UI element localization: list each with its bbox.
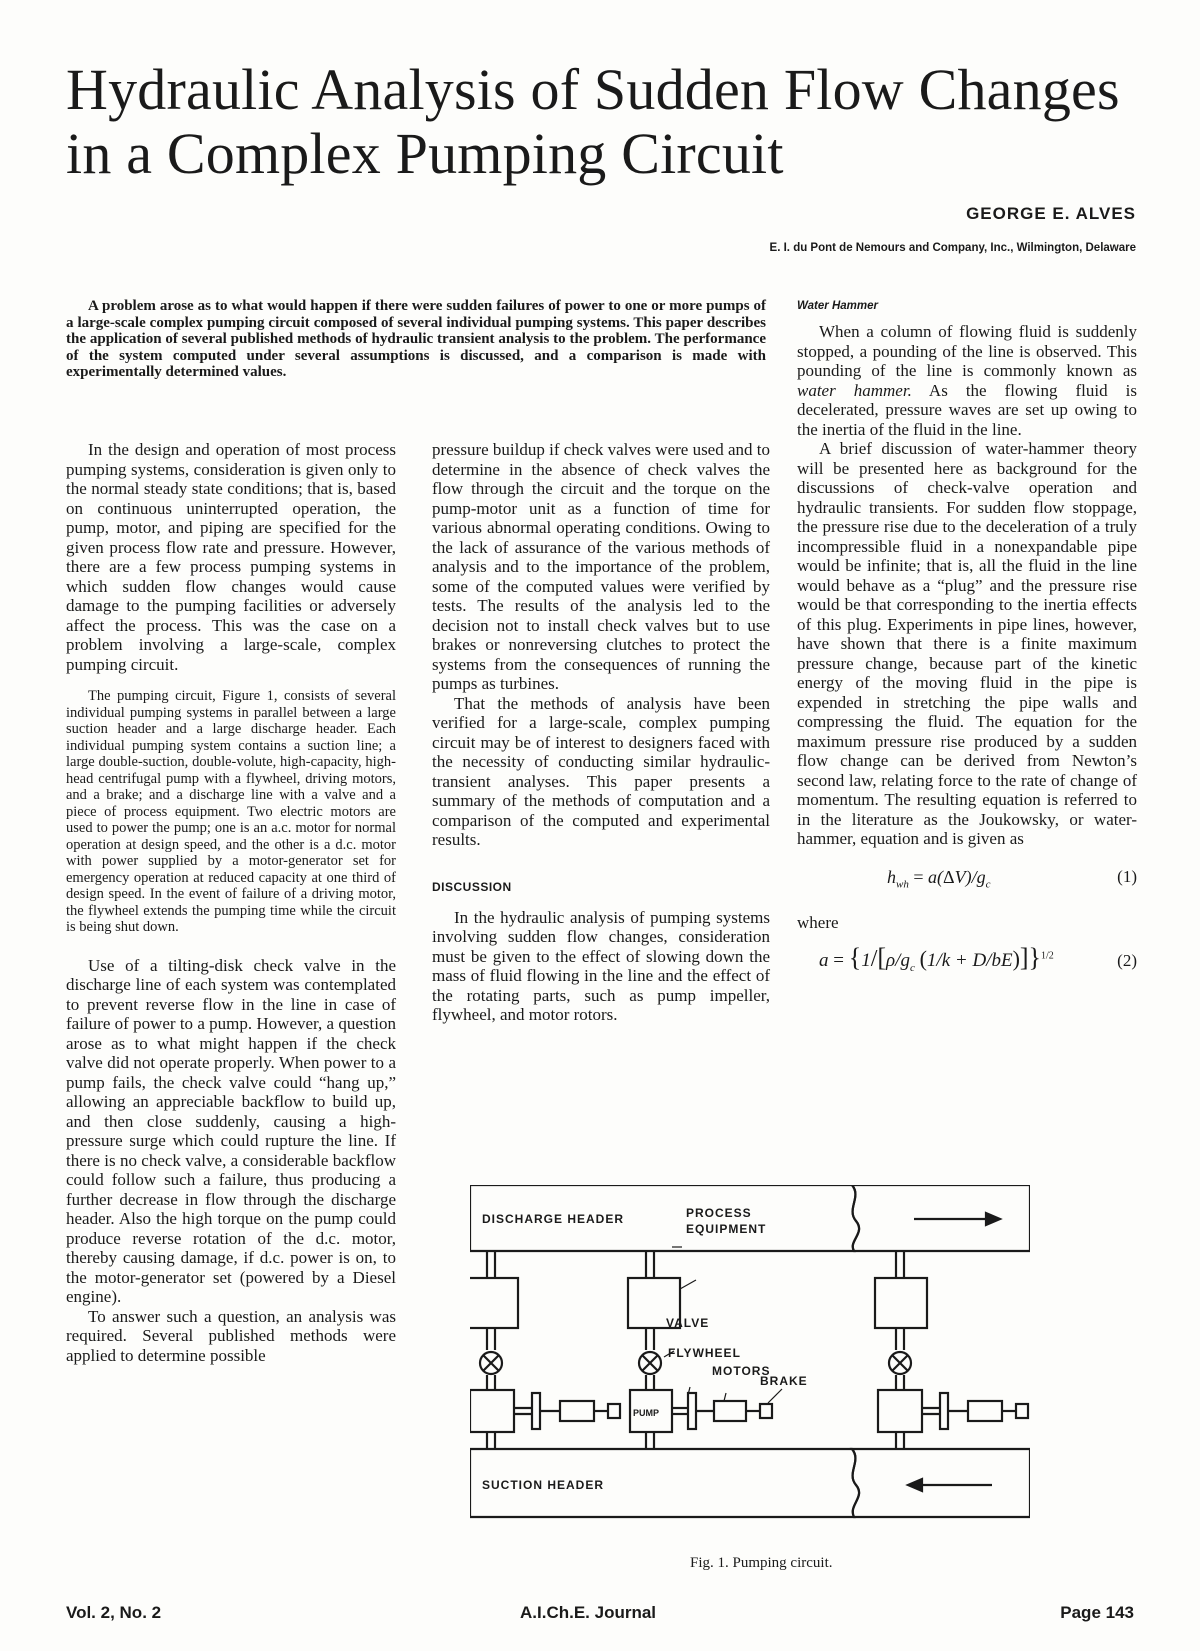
pump-label: PUMP bbox=[633, 1408, 660, 1418]
equation-2-number: (2) bbox=[1117, 950, 1137, 970]
suction-header-detail bbox=[852, 1449, 1030, 1517]
paragraph: Use of a tilting-disk check valve in the discharge line of each system was contemplated to prevent reverse flow in the line in case of failure of power to a pump. However, a question arose as to what might happen if the check valve did not operate properly. When power to a pump fails, the check valve could “hang up,” allowing an appreciable backflow to build up, and then close suddenly, causing a high-pressure surge which could rupture the line. If there is no check valve, a considerable backflow could follow such a failure, thus producing a further decrease in flow through the discharge header. Also the high torque on the pump could produce reverse rotation of the d.c. motor, thereby causing damage, if d.c. power is on, to the motor-generator set (powered by a Diesel engine). bbox=[66, 955, 396, 1306]
page-title: Hydraulic Analysis of Sudden Flow Changes in a Complex Pumping Circuit bbox=[66, 57, 1120, 186]
suction-header-label: SUCTION HEADER bbox=[482, 1478, 605, 1492]
process-label: PROCESS bbox=[686, 1206, 752, 1220]
brake-label: BRAKE bbox=[760, 1374, 808, 1388]
pumping-system-detail bbox=[875, 1251, 1028, 1449]
figure-pumping-circuit bbox=[470, 1185, 1030, 1525]
paragraph: pressure buildup if check valves were used and to determine in the absence of check valves the flow through the circuit and the torque on the pump-motor unit as a function of time for various abnormal operating conditions. Owing to the lack of assurance of the various methods of analysis and to the importance of the problem, some of the computed values were verified by tests. The results of the analysis led to the decision not to install check valves but to use brakes or nonreversing clutches to protect the systems from the consequences of running the pumps as turbines. bbox=[432, 440, 770, 693]
equation-1-formula: $h_{wh} = a(\Delta V)/g_c$ bbox=[887, 866, 991, 891]
paragraph: When a column of flowing fluid is suddenly stopped, a pounding of the line is observed. This pounding of the line is commonly known as water hammer. As the flowing fluid is decelerated, pressure waves are set up owing to the inertia of the fluid in the line. bbox=[797, 322, 1137, 439]
flow-arrow-left bbox=[908, 1479, 992, 1491]
equation-1 bbox=[797, 849, 1137, 905]
paragraph: That the methods of analysis have been verified for a large-scale, complex pumping circuit may be of interest to designers faced with the necessity of conducting similar hydraulic-transient analyses. This paper presents a summary of the methods of computation and a comparison of the computed and experimental results. bbox=[432, 693, 770, 849]
valve-label: VALVE bbox=[666, 1316, 710, 1330]
paragraph: In the hydraulic analysis of pumping systems involving sudden flow changes, consideration must be given to the effect of slowing down the mass of fluid flowing in the line and the effect of the rotating parts, such as pump impeller, flywheel, and motor rotors. bbox=[432, 907, 770, 1024]
pumping-system-1 bbox=[470, 1251, 620, 1449]
equipment-label: EQUIPMENT bbox=[686, 1222, 767, 1236]
equation-2-formula: $a = \{1/[\rho/g_c$ (1/k + D/bE)]}$^{1/2}$ bbox=[819, 942, 1054, 974]
flow-arrow-right bbox=[914, 1213, 1000, 1225]
footer-journal: A.I.Ch.E. Journal bbox=[520, 1603, 657, 1622]
flywheel-label: FLYWHEEL bbox=[668, 1346, 741, 1360]
column-2 bbox=[432, 440, 770, 1025]
author-name: GEORGE E. ALVES bbox=[966, 204, 1136, 223]
author-affiliation: E. I. du Pont de Nemours and Company, Inc., Wilmington, Delaware bbox=[769, 242, 1136, 254]
subsection-heading-water-hammer: Water Hammer bbox=[797, 300, 878, 312]
discharge-header-label: DISCHARGE HEADER bbox=[482, 1212, 625, 1226]
paragraph: To answer such a question, an analysis was required. Several published methods were applied to determine possible bbox=[66, 1306, 396, 1365]
abstract: A problem arose as to what would happen if there were sudden failures of power to one or more pumps of a large-scale complex pumping circuit composed of several individual pumping systems. This paper describes the application of several published methods of hydraulic transient analysis to the problem. The performance of the system computed under several assumptions is discussed, and a comparison is made with experimentally determined values. bbox=[66, 298, 766, 380]
section-heading-discussion: DISCUSSION bbox=[432, 879, 512, 894]
paragraph: The pumping circuit, Figure 1, consists of several individual pumping systems in parallel between a large suction header and a large discharge header. Each individual pumping system contains a suction line; a large double-suction, double-volute, high-capacity, high-head centrifugal pump with a flywheel, driving motors, and a brake; and a discharge line with a valve and a piece of process equipment. Two electric motors are used to power the pump; one is an a.c. motor for normal operation at design speed, and the other is a d.c. motor with power supplied by a motor-generator set for emergency operation at reduced capacity at one third of design speed. In the event of failure of a driving motor, the flywheel extends the pumping time while the circuit is being shut down. bbox=[66, 688, 396, 935]
column-1 bbox=[66, 440, 396, 1365]
equation-2 bbox=[797, 905, 1137, 975]
motors-label: MOTORS bbox=[712, 1364, 771, 1378]
where-label: where bbox=[797, 912, 839, 932]
column-3 bbox=[797, 300, 1137, 975]
equation-1-number: (1) bbox=[1117, 866, 1137, 886]
figure-caption: Fig. 1. Pumping circuit. bbox=[690, 1555, 833, 1571]
paragraph: A brief discussion of water-hammer theory will be presented here as background for the discussions of check-valve operation and hydraulic transients. For sudden flow stoppage, the pressure rise due to the deceleration of a truly incompressible fluid in a nonexpandable pipe would be infinite; that is, all the fluid in the line would behave as a “plug” and the pressure rise would be that corresponding to the inertia effects of this plug. Experiments in pipe lines, however, have shown that there is a finite maximum pressure change, because part of the kinetic energy of the moving fluid in the pipe is expended in stretching the pipe walls and compressing the fluid. The equation for the maximum pressure rise produced by a sudden flow change can be derived from Newton’s second law, relating force to the rate of change of momentum. The resulting equation is referred to in the literature as the Joukowsky, or water-hammer, equation and is given as bbox=[797, 439, 1137, 848]
footer-volume: Vol. 2, No. 2 bbox=[66, 1603, 162, 1622]
paragraph: In the design and operation of most process pumping systems, consideration is given only to the normal steady state conditions; that is, based on continuous uninterrupted operation, the pump, motor, and piping are specified for the given process flow rate and pressure. However, there are a few process pumping systems in which sudden flow changes would cause damage to the pumping facilities or adversely affect the process. This was the case on a problem involving a large-scale, complex pumping circuit. bbox=[66, 440, 396, 674]
footer-page-number: Page 143 bbox=[1060, 1603, 1134, 1622]
